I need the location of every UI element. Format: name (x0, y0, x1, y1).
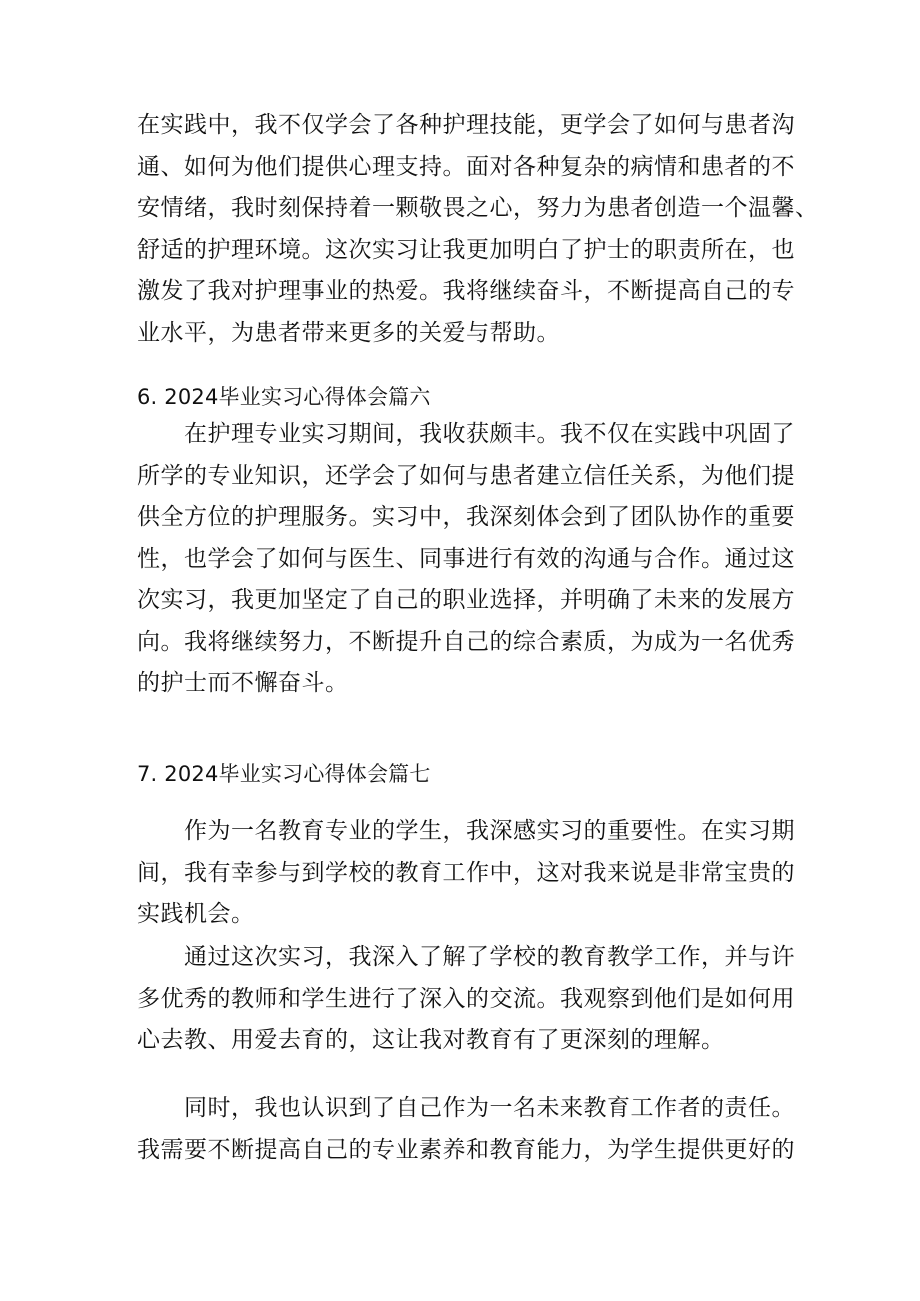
paragraph-line: 业水平，为患者带来更多的关爱与帮助。 (137, 319, 560, 346)
paragraph-nursing-internship (137, 414, 795, 705)
section-heading-6: 6. 2024毕业实习心得体会篇六 (137, 385, 431, 409)
paragraph-line: 舒适的护理环境。这次实习让我更加明白了护士的职责所在，也 (137, 236, 795, 263)
paragraph-line: 性，也学会了如何与医生、同事进行有效的沟通与合作。通过这 (137, 545, 795, 572)
paragraph-line: 我需要不断提高自己的专业素养和教育能力，为学生提供更好的 (137, 1136, 795, 1163)
paragraph-education-responsibility (137, 1088, 795, 1171)
paragraph-line: 供全方位的护理服务。实习中，我深刻体会到了团队协作的重要 (137, 504, 795, 530)
paragraph-education-intro (137, 811, 795, 936)
paragraph-line: 在护理专业实习期间，我收获颇丰。我不仅在实践中巩固了 (184, 421, 795, 447)
paragraph-line: 实践机会。 (137, 901, 255, 927)
paragraph-line: 向。我将继续努力，不断提升自己的综合素质，为成为一名优秀 (137, 628, 795, 655)
section-heading-7: 7. 2024毕业实习心得体会篇七 (137, 762, 431, 786)
paragraph-line: 次实习，我更加坚定了自己的职业选择，并明确了未来的发展方 (137, 587, 795, 613)
paragraph-line: 的护士而不懈奋斗。 (137, 670, 349, 696)
paragraph-nursing-practice (137, 105, 819, 354)
paragraph-line: 作为一名教育专业的学生，我深感实习的重要性。在实习期 (184, 818, 795, 844)
paragraph-line: 安情绪，我时刻保持着一颗敬畏之心，努力为患者创造一个温馨、 (137, 195, 819, 221)
paragraph-education-exchange (137, 937, 795, 1062)
paragraph-line: 多优秀的教师和学生进行了深入的交流。我观察到他们是如何用 (137, 985, 795, 1012)
paragraph-line: 在实践中，我不仅学会了各种护理技能，更学会了如何与患者沟 (137, 112, 795, 138)
paragraph-line: 间，我有幸参与到学校的教育工作中，这对我来说是非常宝贵的 (137, 859, 795, 886)
paragraph-line: 通过这次实习，我深入了解了学校的教育教学工作，并与许 (184, 944, 795, 970)
paragraph-line: 心去教、用爱去育的，这让我对教育有了更深刻的理解。 (137, 1027, 725, 1053)
paragraph-line: 同时，我也认识到了自己作为一名未来教育工作者的责任。 (184, 1095, 795, 1121)
paragraph-line: 所学的专业知识，还学会了如何与患者建立信任关系，为他们提 (137, 462, 795, 489)
paragraph-line: 激发了我对护理事业的热爱。我将继续奋斗，不断提高自己的专 (137, 278, 795, 304)
paragraph-line: 通、如何为他们提供心理支持。面对各种复杂的病情和患者的不 (137, 153, 795, 180)
